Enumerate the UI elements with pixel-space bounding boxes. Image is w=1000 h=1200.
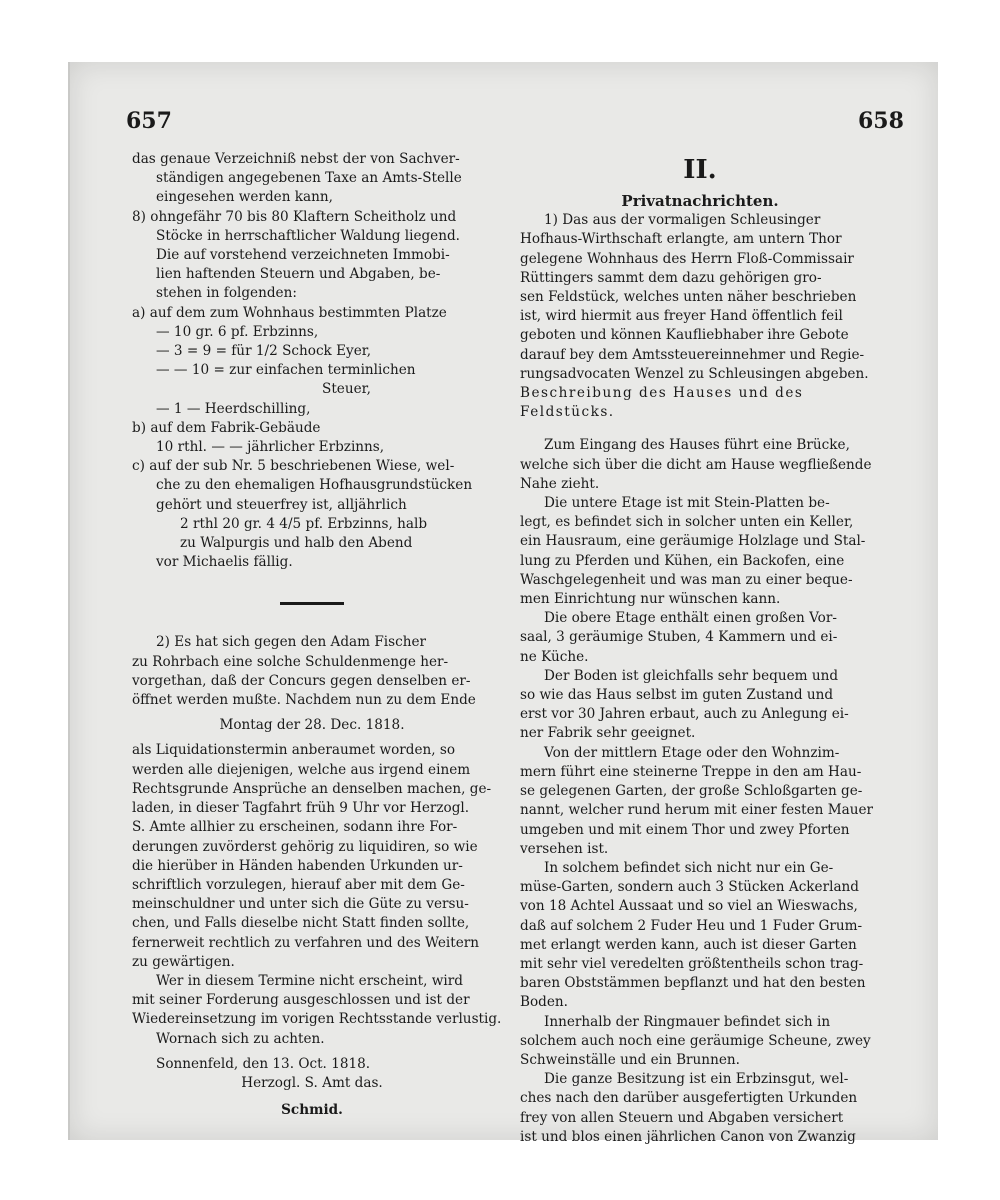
- beschreibung-subheading: Beschreibung des Hauses und des Feldstücks.: [520, 385, 804, 421]
- notice-1: 1) Das aus der vormaligen Schleusinger Hofhaus-Wirthschaft erlangte, am untern Thor gelegene Wohnhaus des Herrn Floß-Commissair Rüttingers sammt dem dazu gehörigen gro- sen Feldstück, welches unten näher beschrieben ist, wird hiermit aus freyer Hand öffentlich feil geboten und können Kaufliebhaber ihre Gebote darauf bey dem Amtssteuereinnehmer und Regie- rungsadvocaten Wenzel zu Schleusingen abgeben.: [520, 212, 869, 382]
- place-date: Sonnenfeld, den 13. Oct. 1818.: [156, 1055, 371, 1072]
- item-c: c) auf der sub Nr. 5 beschriebenen Wiese, wel- che zu den ehemaligen Hofhausgrundstücken gehört und steuerfrey ist, alljährlich 2 rthl 20 gr. 4 4/5 pf. Erbzinns, halb zu Walpurgis und halb den Abend vor Michaelis fällig.: [132, 458, 473, 571]
- para-obere-etage: Die obere Etage enthält einen großen Vor- saal, 3 geräumige Stuben, 4 Kammern und ei- ne Küche.: [520, 610, 838, 665]
- para-ringmauer: Innerhalb der Ringmauer befindet sich in solchem auch noch eine geräumige Scheune, zwey Schweinställe und ein Brunnen.: [520, 1013, 871, 1068]
- verzeichnis-text: das genaue Verzeichniß nebst der von Sachver- ständigen angegebenen Taxe an Amts-Stelle eingesehen werden kann,: [132, 151, 462, 206]
- para-bruecke: Zum Eingang des Hauses führt eine Brücke, welche sich über die dicht am Hause wegfließende Nahe zieht.: [520, 437, 872, 492]
- para-untere-etage: Die untere Etage ist mit Stein-Platten be- legt, es befindet sich in solcher unten ein Keller, ein Hausraum, eine geräumige Holzlage und Stal- lung zu Pferden und Kühen, ein Backofen, eine Waschgelegenheit und was man zu einer beque- men Einrichtung nur wünschen kann.: [520, 495, 866, 608]
- liquidation-body: als Liquidationstermin anberaumet worden, so werden alle diejenigen, welche aus irgend einem Rechtsgrunde Ansprüche an denselben machen, ge- laden, in dieser Tagfahrt früh 9 Uhr vor Herzogl. S. Amte allhier zu erscheinen, sodann ihre For- derungen zuvörderst gehörig zu liquidiren, so wie die hierüber in Händen habenden Urkunden ur- schriftlich vorzulegen, hierauf aber mit dem Ge- meinschuldner und unter sich die Güte zu versu- chen, und Falls dieselbe nicht Statt finden sollte, fernerweit rechtlich zu verfahren und des Weitern zu gewärtigen.: [132, 742, 492, 970]
- para-boden: Der Boden ist gleichfalls sehr bequem und so wie das Haus selbst im guten Zustand und erst vor 30 Jahren erbaut, auch zu Anlegung ei- ner Fabrik sehr geeignet.: [520, 667, 849, 742]
- right-page-number: 658: [858, 108, 904, 134]
- item-b: b) auf dem Fabrik-Gebäude 10 rthl. — — jährlicher Erbzinns,: [132, 419, 385, 456]
- issuing-office: Herzogl. S. Amt das.: [241, 1074, 383, 1091]
- notice-2: 2) Es hat sich gegen den Adam Fischer zu Rohrbach eine solche Schuldenmenge her- vorgethan, daß der Concurs gegen denselben er- öffnet werden mußte. Nachdem nun zu dem Ende: [132, 634, 476, 709]
- para-garten: Von der mittlern Etage oder den Wohnzim- mern führt eine steinerne Treppe in den am Hau- se gelegenen Garten, der große Schloßgarten ge- nannt, welcher rund herum mit einer festen Mauer umgeben und mit einem Thor und zwey Pforten versehen ist.: [520, 744, 874, 857]
- section-title: II.: [683, 155, 717, 185]
- privatnachrichten-heading: Privatnachrichten.: [621, 192, 779, 210]
- para-erbzinsgut: Die ganze Besitzung ist ein Erbzinsgut, wel- ches nach den darüber ausgefertigten Urkunden frey von allen Steuern und Abgaben versichert ist und blos einen jährlichen Canon von Zwanzig: [520, 1071, 858, 1145]
- item-8: 8) ohngefähr 70 bis 80 Klaftern Scheitholz und Stöcke in herrschaftlicher Waldung liegend.: [132, 208, 461, 244]
- left-column: [132, 150, 502, 1120]
- right-column: [520, 150, 880, 1147]
- abgaben-intro: Die auf vorstehend verzeichneten Immobi- lien haftenden Steuern und Abgaben, be- stehen in folgenden:: [156, 247, 450, 302]
- para-gemuese-garten: In solchem befindet sich nicht nur ein Ge- müse-Garten, sondern auch 3 Stücken Ackerland von 18 Achtel Aussaat und so viel an Wieswachs, daß auf solchem 2 Fuder Heu und 1 Fuder Grum- met erlangt werden kann, auch ist dieser Garten mit sehr viel veredelten größtentheils schon trag- baren Obststämmen bepflanzt und hat den besten Boden.: [520, 859, 866, 1011]
- item-a: a) auf dem zum Wohnhaus bestimmten Platze — 10 gr. 6 pf. Erbzinns, — 3 = 9 = für 1/2 Schock Eyer, — — 10 = zur einfachen terminlichen Steuer, — 1 — Heerdschilling,: [132, 304, 447, 417]
- signature: Schmid.: [281, 1102, 343, 1119]
- liquidation-date: Montag der 28. Dec. 1818.: [219, 717, 405, 734]
- termin-warning: Wer in diesem Termine nicht erscheint, wird mit seiner Forderung ausgeschlossen und ist der Wiedereinsetzung im vorigen Rechtsstande verlustig. Wornach sich zu achten.: [132, 972, 502, 1047]
- section-divider: [280, 602, 344, 605]
- left-page-number: 657: [126, 108, 172, 134]
